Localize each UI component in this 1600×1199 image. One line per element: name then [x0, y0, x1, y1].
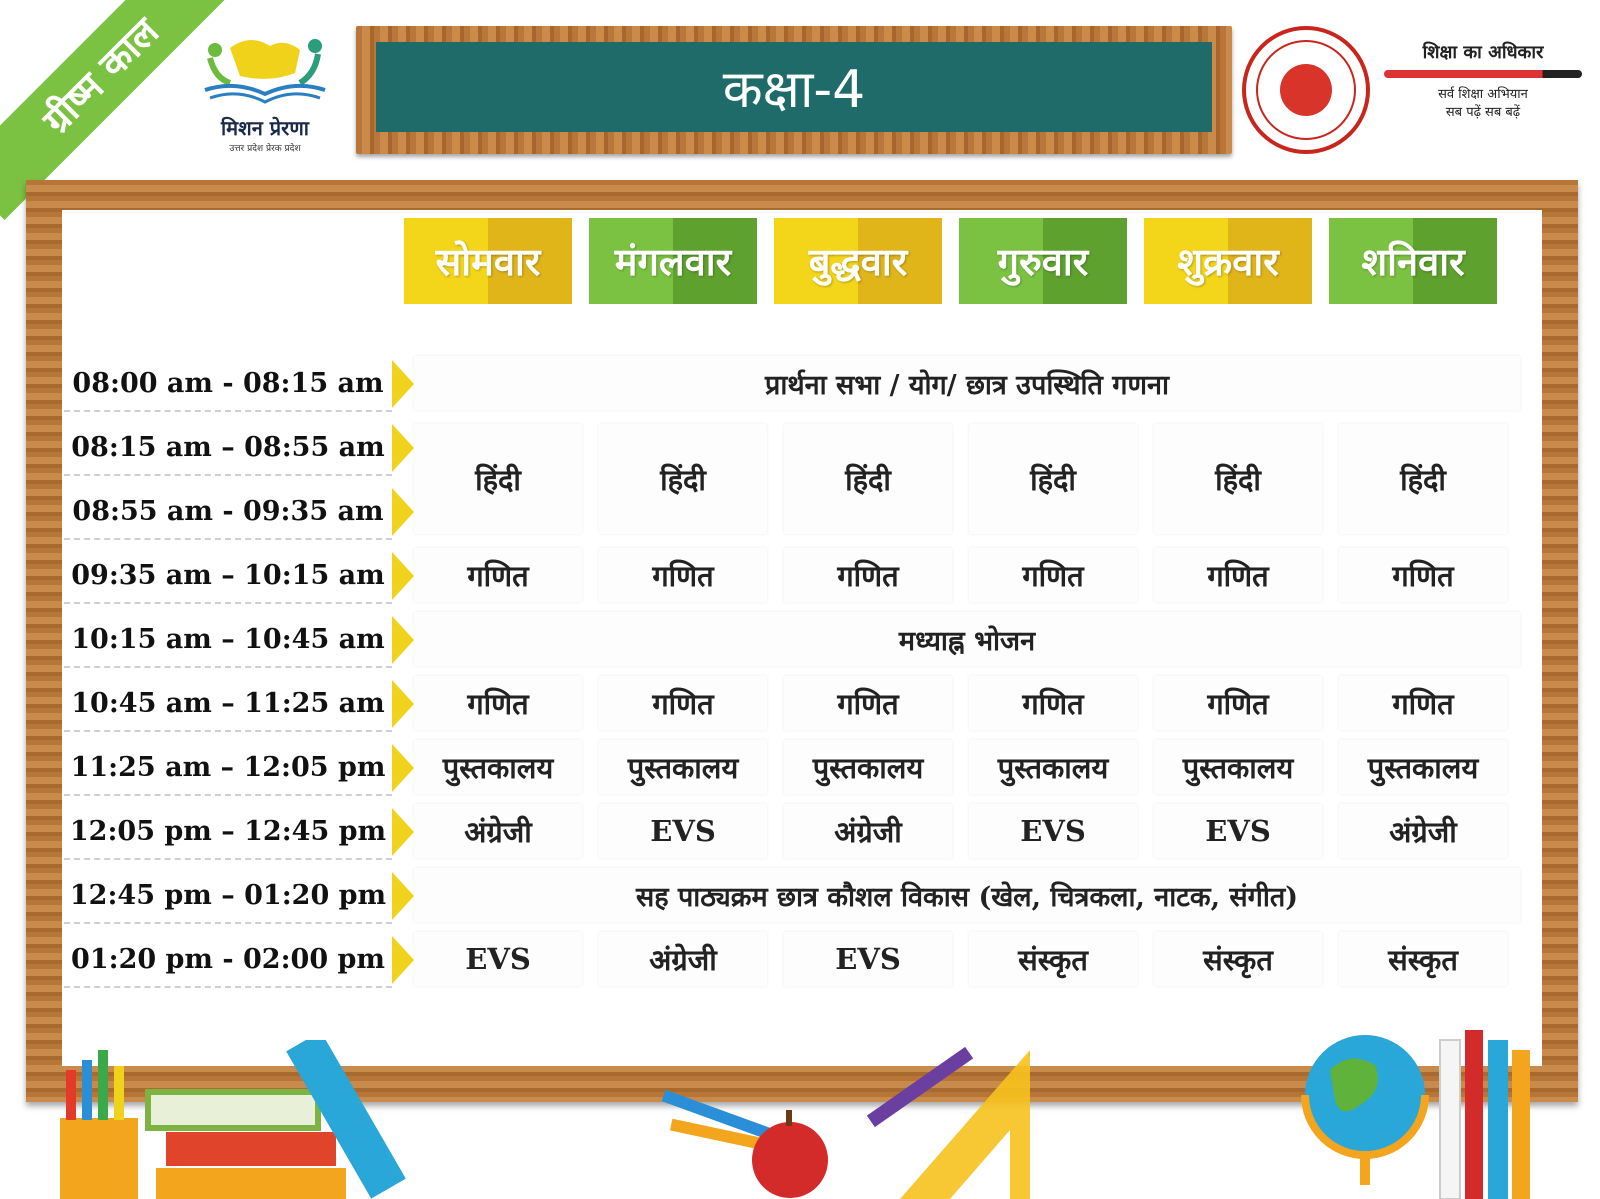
apple-ruler-icon [660, 1030, 1050, 1199]
lunch-row: मध्याह्न भोजन [414, 612, 1520, 666]
cocurricular-row: सह पाठ्यक्रम छात्र कौशल विकास (खेल, चित्रकला, नाटक, संगीत) [414, 868, 1520, 922]
mission-prerna-emblem-icon [190, 28, 340, 106]
cell-subject: संस्कृत [1154, 932, 1322, 986]
timetable-board [62, 210, 1542, 1066]
time-slot-5: 10:15 am – 10:45 am [64, 612, 392, 668]
arrow-icon [392, 488, 414, 536]
cell-subject: अंग्रेजी [1339, 804, 1507, 858]
logo-sub: उत्तर प्रदेश प्रेरक प्रदेश [229, 144, 301, 154]
rte-logo [1376, 40, 1590, 140]
cell-hindi: हिंदी [599, 424, 767, 534]
pencil-icon [1384, 70, 1582, 78]
cell-library: पुस्तकालय [1154, 740, 1322, 794]
cell-maths: गणित [784, 676, 952, 730]
time-slot-3: 08:55 am - 09:35 am [64, 484, 392, 540]
globe-books-icon [1290, 1010, 1540, 1199]
cell-subject: अंग्रेजी [784, 804, 952, 858]
cell-maths: गणित [414, 548, 582, 602]
time-slot-8: 12:05 pm – 12:45 pm [64, 804, 392, 860]
cell-maths: गणित [784, 548, 952, 602]
season-label: ग्रीष्म काल [34, 9, 168, 143]
cell-maths: गणित [969, 548, 1137, 602]
day-friday: शुक्रवार [1144, 218, 1312, 304]
cell-library: पुस्तकालय [1339, 740, 1507, 794]
ssa-text: सर्व शिक्षा अभियान [1438, 87, 1528, 102]
assembly-row: प्रार्थना सभा / योग/ छात्र उपस्थिति गणना [414, 356, 1520, 410]
cell-subject: संस्कृत [1339, 932, 1507, 986]
cell-library: पुस्तकालय [414, 740, 582, 794]
cell-hindi: हिंदी [414, 424, 582, 534]
cell-subject: EVS [969, 804, 1137, 858]
cell-maths: गणित [969, 676, 1137, 730]
ssa-slogan: सब पढ़ें सब बढ़ें [1445, 105, 1521, 120]
cell-hindi: हिंदी [1154, 424, 1322, 534]
cell-subject: EVS [414, 932, 582, 986]
cell-hindi: हिंदी [1339, 424, 1507, 534]
arrow-icon [392, 552, 414, 600]
cell-hindi: हिंदी [784, 424, 952, 534]
cell-maths: गणित [599, 676, 767, 730]
arrow-icon [392, 424, 414, 472]
arrow-icon [392, 680, 414, 728]
time-slot-1: 08:00 am - 08:15 am [64, 356, 392, 412]
up-government-seal-icon [1242, 26, 1370, 154]
cell-library: पुस्तकालय [784, 740, 952, 794]
cell-subject: EVS [1154, 804, 1322, 858]
time-slot-2: 08:15 am – 08:55 am [64, 420, 392, 476]
cell-maths: गणित [414, 676, 582, 730]
cell-maths: गणित [1154, 676, 1322, 730]
wooden-frame [26, 180, 1578, 1102]
cell-subject: अंग्रेजी [414, 804, 582, 858]
day-monday: सोमवार [404, 218, 572, 304]
cell-maths: गणित [1339, 676, 1507, 730]
time-slot-6: 10:45 am – 11:25 am [64, 676, 392, 732]
cell-subject: अंग्रेजी [599, 932, 767, 986]
day-wednesday: बुद्धवार [774, 218, 942, 304]
time-slot-9: 12:45 pm – 01:20 pm [64, 868, 392, 924]
time-slot-4: 09:35 am – 10:15 am [64, 548, 392, 604]
arrow-icon [392, 744, 414, 792]
arrow-icon [392, 616, 414, 664]
time-slot-10: 01:20 pm - 02:00 pm [64, 932, 392, 988]
cell-subject: EVS [599, 804, 767, 858]
arrow-icon [392, 360, 414, 408]
day-thursday: गुरुवार [959, 218, 1127, 304]
cell-hindi: हिंदी [969, 424, 1137, 534]
cell-maths: गणित [1339, 548, 1507, 602]
day-tuesday: मंगलवार [589, 218, 757, 304]
cell-maths: गणित [1154, 548, 1322, 602]
cell-library: पुस्तकालय [599, 740, 767, 794]
time-slot-7: 11:25 am – 12:05 pm [64, 740, 392, 796]
cell-subject: EVS [784, 932, 952, 986]
logo-name: मिशन प्रेरणा [220, 116, 309, 140]
rte-title: शिक्षा का अधिकार [1422, 42, 1544, 63]
cell-maths: गणित [599, 548, 767, 602]
class-title: कक्षा-4 [376, 42, 1212, 132]
day-saturday: शनिवार [1329, 218, 1497, 304]
arrow-icon [392, 936, 414, 984]
title-board [356, 26, 1232, 154]
arrow-icon [392, 872, 414, 920]
mission-prerna-logo [190, 28, 340, 158]
arrow-icon [392, 808, 414, 856]
cell-subject: संस्कृत [969, 932, 1137, 986]
cell-library: पुस्तकालय [969, 740, 1137, 794]
books-pencils-icon [56, 1040, 436, 1199]
